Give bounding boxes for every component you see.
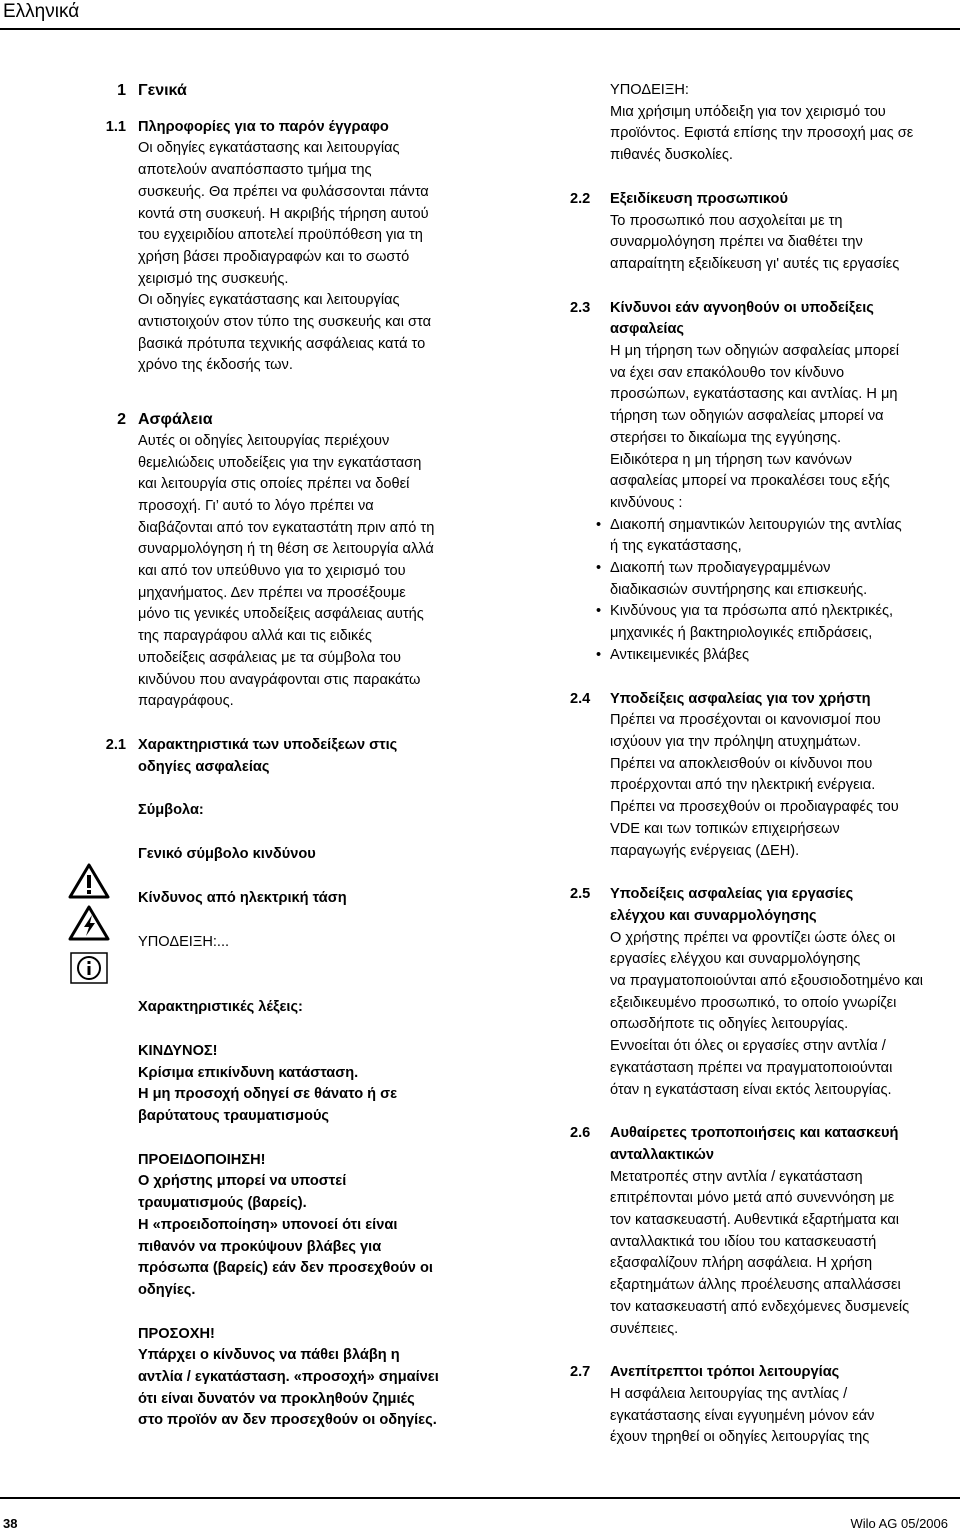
text-line: διαδικασιών συντήρησης και επισκευής.	[610, 581, 868, 598]
text-line: Αυθαίρετες τροποποιήσεις και κατασκευή	[610, 1125, 899, 1142]
text-line: Αντικειμενικές βλάβες	[610, 646, 750, 663]
text-line: εξαρτημάτων άλλης προέλευσης απαλλάσσει	[610, 1277, 901, 1294]
paragraph	[138, 138, 520, 377]
text-line: ελέγχου και συναρμολόγησης	[610, 907, 817, 924]
text-line: βαρύτατους τραυματισμούς	[138, 1108, 330, 1125]
text-line: και λειτουργία στις οποίες πρέπει να δοθεί	[138, 476, 410, 493]
text-line: προσοχή. Γι’ αυτό το λόγο πρέπει να	[138, 497, 374, 514]
text-line: παραγωγής ενέργειας (ΔΕΗ).	[610, 842, 800, 859]
text-line: κινδύνους :	[610, 494, 683, 511]
section-number: 2.1	[105, 736, 126, 753]
text-line: συναρμολόγηση πρέπει να διαθέτει την	[610, 234, 863, 251]
section-number: 2.2	[570, 190, 591, 207]
bullet-icon: •	[596, 603, 602, 620]
text-line: Ειδικότερα η μη τήρηση των κανόνων	[610, 451, 852, 468]
section-number: 2.3	[570, 299, 591, 316]
section-title	[138, 735, 520, 778]
text-line: Διακοπή των προδιαγεγραμμένων	[610, 560, 831, 577]
text-line: τον κατασκευαστή. Αυθεντικά εξαρτήματα και	[610, 1212, 900, 1229]
text-line: μηχανήματος. Δεν πρέπει να προσέξουμε	[138, 584, 406, 601]
section-number: 2.5	[570, 886, 591, 903]
text-line: Κρίσιμα επικίνδυνη κατάσταση.	[138, 1064, 359, 1081]
warning-block	[138, 1150, 520, 1302]
text-line: οδηγίες ασφαλείας	[138, 758, 270, 775]
paragraph	[610, 1167, 960, 1341]
text-line: συσκευής. Θα πρέπει να φυλάσσονται πάντα	[138, 183, 429, 200]
list-item	[596, 601, 960, 644]
section-2-6	[570, 1123, 960, 1340]
text-line: της παραγράφου αλλά και τις ειδικές	[138, 628, 372, 645]
text-line: οπωσδήποτε τις οδηγίες λειτουργίας.	[610, 1016, 849, 1033]
text-line: Υποδείξεις ασφαλείας για εργασίες	[610, 886, 854, 903]
text-line: προϊόντος. Εφιστά επίσης την προσοχή μας σε	[610, 125, 914, 142]
text-line: απαραίτητη εξειδίκευση γι' αυτές τις εργασίες	[610, 255, 900, 272]
text-line: Ο χρήστης μπορεί να υποστεί	[138, 1173, 347, 1190]
section-2-1	[0, 735, 520, 1432]
text-line: Διακοπή σημαντικών λειτουργιών της αντλίας	[610, 516, 902, 533]
section-title	[610, 884, 960, 927]
text-line: εξειδικευμένο προσωπικό, το οποίο γνωρίζει	[610, 994, 897, 1011]
text-line: στο προϊόν αν δεν προσεχθούν οι οδηγίες.	[138, 1412, 437, 1429]
text-line: τραυματισμούς (βαρείς).	[138, 1195, 307, 1212]
bullet-icon: •	[596, 646, 602, 663]
section-title	[610, 298, 960, 341]
list-item	[596, 515, 960, 558]
section-number: 1.1	[105, 118, 126, 135]
text-line: ΠΡΟΣΟΧΗ!	[138, 1325, 215, 1342]
text-line: Πρέπει να αποκλεισθούν οι κίνδυνοι που	[610, 755, 873, 772]
text-line: επιτρέπονται μόνο μετά από συνεννόηση με	[610, 1190, 895, 1207]
section-2-5	[570, 884, 960, 1101]
section-title	[610, 1123, 960, 1166]
text-line: Οι οδηγίες εγκατάστασης και λειτουργίας	[138, 292, 400, 309]
electric-shock-icon	[68, 905, 110, 949]
section-title: Ανεπίτρεπτοι τρόποι λειτουργίας	[610, 1364, 840, 1381]
section-number: 2	[117, 411, 126, 429]
text-line: διαβάζονται από τον εγκαταστάτη πριν από τη	[138, 519, 435, 536]
text-line: πιθανόν να προκύψουν βλάβες για	[138, 1238, 382, 1255]
section-number: 1	[117, 82, 126, 99]
text-line: ΠΡΟΕΙΔΟΠΟΙΗΣΗ!	[138, 1151, 266, 1168]
section-title: Υποδείξεις ασφαλείας για τον χρήστη	[610, 690, 871, 707]
text-line: Μια χρήσιμη υπόδειξη για τον χειρισμό του	[610, 103, 886, 120]
bullet-icon: •	[596, 560, 602, 577]
section-title: Εξειδίκευση προσωπικού	[610, 190, 788, 207]
general-danger-icon	[68, 863, 110, 907]
text-line: Κινδύνους για τα πρόσωπα από ηλεκτρικές,	[610, 603, 894, 620]
section-2-3	[570, 298, 960, 667]
note-text	[610, 80, 960, 167]
list-item	[596, 645, 960, 667]
section-title: Γενικά	[138, 82, 187, 99]
text-line: αποτελούν αναπόσπαστο τμήμα της	[138, 162, 372, 179]
text-line: ή της εγκατάστασης,	[610, 538, 742, 555]
text-line: χρήση βάσει προδιαγραφών και το σωστό	[138, 248, 410, 265]
text-line: εγκατάσταση πρέπει να πραγματοποιούνται	[610, 1059, 893, 1076]
text-line: προσώπων, εγκατάστασης και αντλίας. Η μη	[610, 386, 898, 403]
bottom-rule	[0, 1497, 960, 1499]
text-line: τον κατασκευαστή από ενδεχόμενες δυσμενείς	[610, 1298, 910, 1315]
text-line: του εγχειριδίου αποτελεί προϋπόθεση για τη	[138, 227, 423, 244]
symbol-note-label: ΥΠΟΔΕΙΞΗ:...	[138, 933, 230, 950]
text-line: εξασφαλίζουν πλήρη ασφάλεια. Η χρήση	[610, 1255, 873, 1272]
paragraph	[610, 1384, 960, 1449]
section-2-7	[570, 1362, 960, 1449]
text-line: οδηγίες.	[138, 1281, 196, 1298]
text-line: κοντά στη συσκευή. Η ακριβής τήρηση αυτού	[138, 205, 429, 222]
symbols-label: Σύμβολα:	[138, 802, 204, 819]
text-line: να πραγματοποιούνται από εξουσιοδοτημένο και	[610, 973, 923, 990]
text-line: Μετατροπές στην αντλία / εγκατάσταση	[610, 1168, 863, 1185]
text-line: προέρχονται από την ηλεκτρική ενέργεια.	[610, 777, 876, 794]
text-line: Ο χρήστης πρέπει να φροντίζει ώστε όλες οι	[610, 929, 896, 946]
text-line: όταν η εγκατάσταση είναι εκτός λειτουργίας.	[610, 1081, 892, 1098]
text-line: μόνο τις γενικές υποδείξεις ασφάλειας αυτής	[138, 606, 424, 623]
text-line: παραγράφους.	[138, 693, 234, 710]
section-number: 2.4	[570, 690, 591, 707]
text-line: και από τον υπεύθυνο για το χειρισμό του	[138, 563, 406, 580]
text-line: ΚΙΝΔΥΝΟΣ!	[138, 1042, 218, 1059]
text-line: Η μη τήρηση των οδηγιών ασφαλείας μπορεί	[610, 343, 899, 360]
text-line: τήρηση των οδηγιών ασφαλείας μπορεί να	[610, 408, 884, 425]
text-line: Υπάρχει ο κίνδυνος να πάθει βλάβη η	[138, 1347, 400, 1364]
publisher-date: Wilo AG 05/2006	[850, 1516, 948, 1531]
text-line: Αυτές οι οδηγίες λειτουργίας περιέχουν	[138, 432, 390, 449]
text-line: θεμελιώδεις υποδείξεις για την εγκατάσταση	[138, 454, 422, 471]
text-line: ασφαλείας	[610, 321, 685, 338]
text-line: υποδείξεις ασφάλειας με τα σύμβολα του	[138, 649, 401, 666]
symbol-general-danger-label: Γενικό σύμβολο κινδύνου	[138, 846, 316, 863]
text-line: ΥΠΟΔΕΙΞΗ:	[610, 82, 689, 98]
section-title: Πληροφορίες για το παρόν έγγραφο	[138, 118, 389, 135]
text-line: VDE και των τοπικών επιχειρήσεων	[610, 820, 840, 837]
text-line: ανταλλακτικά του ιδίου του κατασκευαστή	[610, 1233, 877, 1250]
section-2-4	[570, 689, 960, 863]
text-line: έχουν τηρηθεί οι οδηγίες λειτουργίας της	[610, 1429, 870, 1446]
text-line: πιθανές δυσκολίες.	[610, 147, 733, 164]
text-line: ότι είναι δυνατόν να προκληθούν ζημιές	[138, 1390, 415, 1407]
text-line: συναρμολόγηση ή τη θέση σε λειτουργία αλλά	[138, 541, 434, 558]
text-line: ισχύουν για την πρόληψη ατυχημάτων.	[610, 733, 861, 750]
text-line: αντλία / εγκατάσταση. «προσοχή» σημαίνει	[138, 1369, 439, 1386]
text-line: να έχει σαν επακόλουθο τον κίνδυνο	[610, 364, 845, 381]
text-line: Πρέπει να προσεχθούν οι προδιαγραφές του	[610, 799, 899, 816]
text-line: χειρισμό της συσκευής.	[138, 270, 289, 287]
page-number: 38	[3, 1516, 18, 1531]
text-line: βασικά πρότυπα τεχνικής ασφάλειας κατά το	[138, 335, 426, 352]
section-1-1	[0, 117, 520, 377]
text-line: πρόσωπα (βαρείς) εάν δεν προσεχθούν οι	[138, 1260, 433, 1277]
caution-block	[138, 1324, 520, 1433]
note-block	[570, 80, 960, 167]
paragraph	[138, 431, 520, 713]
text-line: Η μη προσοχή οδηγεί σε θάνατο ή σε	[138, 1086, 398, 1103]
text-line: κινδύνου που αναγράφονται στις παρακάτω	[138, 671, 421, 688]
keywords-label: Χαρακτηριστικές λέξεις:	[138, 999, 303, 1016]
text-line: Η «προειδοποίηση» υπονοεί ότι είναι	[138, 1216, 398, 1233]
top-rule	[0, 28, 960, 30]
right-column	[570, 80, 960, 1449]
text-line: στερήσει το δικαίωμα της εγγύησης.	[610, 429, 842, 446]
section-1	[0, 80, 520, 102]
paragraph	[610, 211, 960, 276]
info-note-icon	[68, 950, 110, 994]
text-line: Οι οδηγίες εγκατάστασης και λειτουργίας	[138, 140, 400, 157]
text-line: εργασίες ελέγχου και συναρμολόγησης	[610, 951, 861, 968]
symbol-electric-danger-label: Κίνδυνος από ηλεκτρική τάση	[138, 889, 347, 906]
danger-block	[138, 1041, 520, 1128]
section-2-2	[570, 189, 960, 276]
paragraph	[610, 928, 960, 1102]
text-line: Χαρακτηριστικά των υποδείξεων στις	[138, 736, 398, 753]
section-number: 2.7	[570, 1364, 591, 1381]
text-line: Η ασφάλεια λειτουργίας της αντλίας /	[610, 1385, 848, 1402]
text-line: Πρέπει να προσέχονται οι κανονισμοί που	[610, 712, 881, 729]
text-line: συνέπειες.	[610, 1320, 679, 1337]
bullet-icon: •	[596, 516, 602, 533]
hazard-list	[596, 515, 960, 667]
text-line: εγκατάστασης είναι εγγυημένη μόνον εάν	[610, 1407, 875, 1424]
text-line: ανταλλακτικών	[610, 1146, 714, 1163]
text-line: Εννοείται ότι όλες οι εργασίες στην αντλία /	[610, 1038, 886, 1055]
text-line: Κίνδυνοι εάν αγνοηθούν οι υποδείξεις	[610, 299, 874, 316]
text-line: Το προσωπικό που ασχολείται με τη	[610, 212, 843, 229]
paragraph	[610, 341, 960, 515]
left-column	[0, 80, 520, 1432]
section-number: 2.6	[570, 1125, 591, 1142]
language-header: Ελληνικά	[3, 1, 80, 22]
text-line: αντιστοιχούν στον τύπο της συσκευής και στα	[138, 314, 432, 331]
text-line: χρόνο της έκδοσής των.	[138, 357, 293, 374]
section-title: Ασφάλεια	[138, 411, 213, 429]
list-item	[596, 558, 960, 601]
section-2	[0, 409, 520, 713]
text-line: μηχανικές ή βακτηριολογικές επιδράσεις,	[610, 625, 873, 642]
paragraph	[610, 710, 960, 862]
text-line: ασφαλείας μπορεί να προκαλέσει τους εξής	[610, 473, 890, 490]
